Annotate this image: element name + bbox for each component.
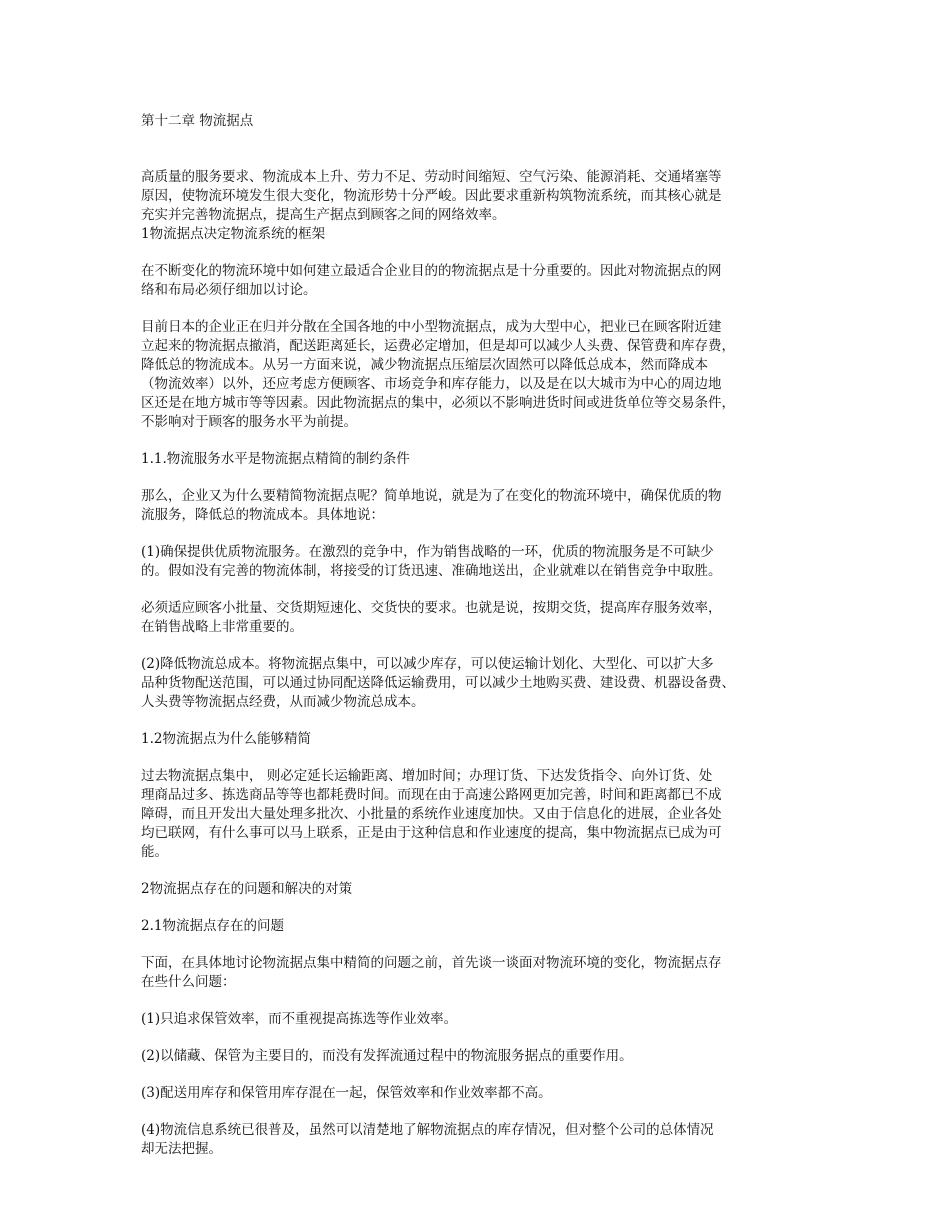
list-item: (1)只追求保管效率，而不重视提高拣选等作业效率。	[141, 1011, 458, 1027]
paragraph: 过去物流据点集中， 则必定延长运输距离、增加时间；办理订货、下达发货指令、向外订货、处 理商品过多、拣选商品等等也都耗费时间。而现在由于高速公路网更加完善，时间和距离都已不成 障碍，而且开发出大量处理多批次、小批量的系统作业速度加快。又由于信息化的进展，企业各处 均已联网，有什么事可以马上联系，正是由于这种信息和作业速度的提高，集中物流据点已成为可 能。	[141, 768, 722, 860]
paragraph: 在不断变化的物流环境中如何建立最适合企业目的的物流据点是十分重要的。因此对物流据点的网 络和布局必须仔细加以讨论。	[141, 263, 722, 298]
list-item: (2)降低物流总成本。将物流据点集中，可以减少库存，可以使运输计划化、大型化、可以扩大多 品种货物配送范围，可以通过协同配送降低运输费用，可以减少土地购买费、建设费、机器设备费、 人头费等物流据点经费，从而减少物流总成本。	[141, 656, 735, 710]
section-heading-2-1: 2.1物流据点存在的问题	[141, 918, 284, 934]
section-heading-2: 2物流据点存在的问题和解决的对策	[141, 881, 353, 897]
paragraph: 下面，在具体地讨论物流据点集中精简的问题之前，首先谈一谈面对物流环境的变化，物流据点存 在些什么问题：	[141, 955, 722, 990]
paragraph: 目前日本的企业正在归并分散在全国各地的中小型物流据点，成为大型中心，把业已在顾客附近建 立起来的物流据点撤消，配送距离延长，运费必定增加，但是却可以减少人头费、保管费和库存费， 降低总的物流成本。从另一方面来说，减少物流据点压缩层次固然可以降低总成本，然而降成本 （物流效率）以外，还应考虑方便顾客、市场竞争和库存能力，以及是在以大城市为中心的周边地 区还是在地方城市等等因素。因此物流据点的集中，必须以不影响进货时间或进货单位等交易条件， 不影响对于顾客的服务水平为前提。	[141, 319, 735, 430]
paragraph: 必须适应顾客小批量、交货期短速化、交货快的要求。也就是说，按期交货，提高库存服务效率， 在销售战略上非常重要的。	[141, 600, 722, 635]
list-item: (2)以储藏、保管为主要目的，而没有发挥流通过程中的物流服务据点的重要作用。	[141, 1048, 633, 1064]
list-item: (3)配送用库存和保管用库存混在一起，保管效率和作业效率都不高。	[141, 1085, 552, 1101]
section-heading-1: 1物流据点决定物流系统的框架	[141, 226, 326, 242]
list-item: (1)确保提供优质物流服务。在激烈的竞争中，作为销售战略的一环，优质的物流服务是不可缺少 的。假如没有完善的物流体制，将接受的订货迅速、准确地送出，企业就难以在销售竞争中取胜。	[141, 544, 722, 579]
section-heading-1-1: 1.1.物流服务水平是物流据点精简的制约条件	[141, 451, 410, 467]
document-page	[141, 112, 821, 1159]
paragraph: 那么，企业又为什么要精简物流据点呢？简单地说，就是为了在变化的物流环境中，确保优质的物 流服务，降低总的物流成本。具体地说：	[141, 488, 722, 523]
chapter-title: 第十二章 物流据点	[141, 113, 254, 129]
section-heading-1-2: 1.2物流据点为什么能够精简	[141, 731, 311, 747]
list-item: (4)物流信息系统已很普及，虽然可以清楚地了解物流据点的库存情况，但对整个公司的总体情况 却无法把握。	[141, 1122, 714, 1157]
paragraph-intro: 高质量的服务要求、物流成本上升、劳力不足、劳动时间缩短、空气污染、能源消耗、交通堵塞等 原因，使物流环境发生很大变化，物流形势十分严峻。因此要求重新构筑物流系统，而其核心就是 充实并完善物流据点，提高生产据点到顾客之间的网络效率。	[141, 169, 722, 223]
